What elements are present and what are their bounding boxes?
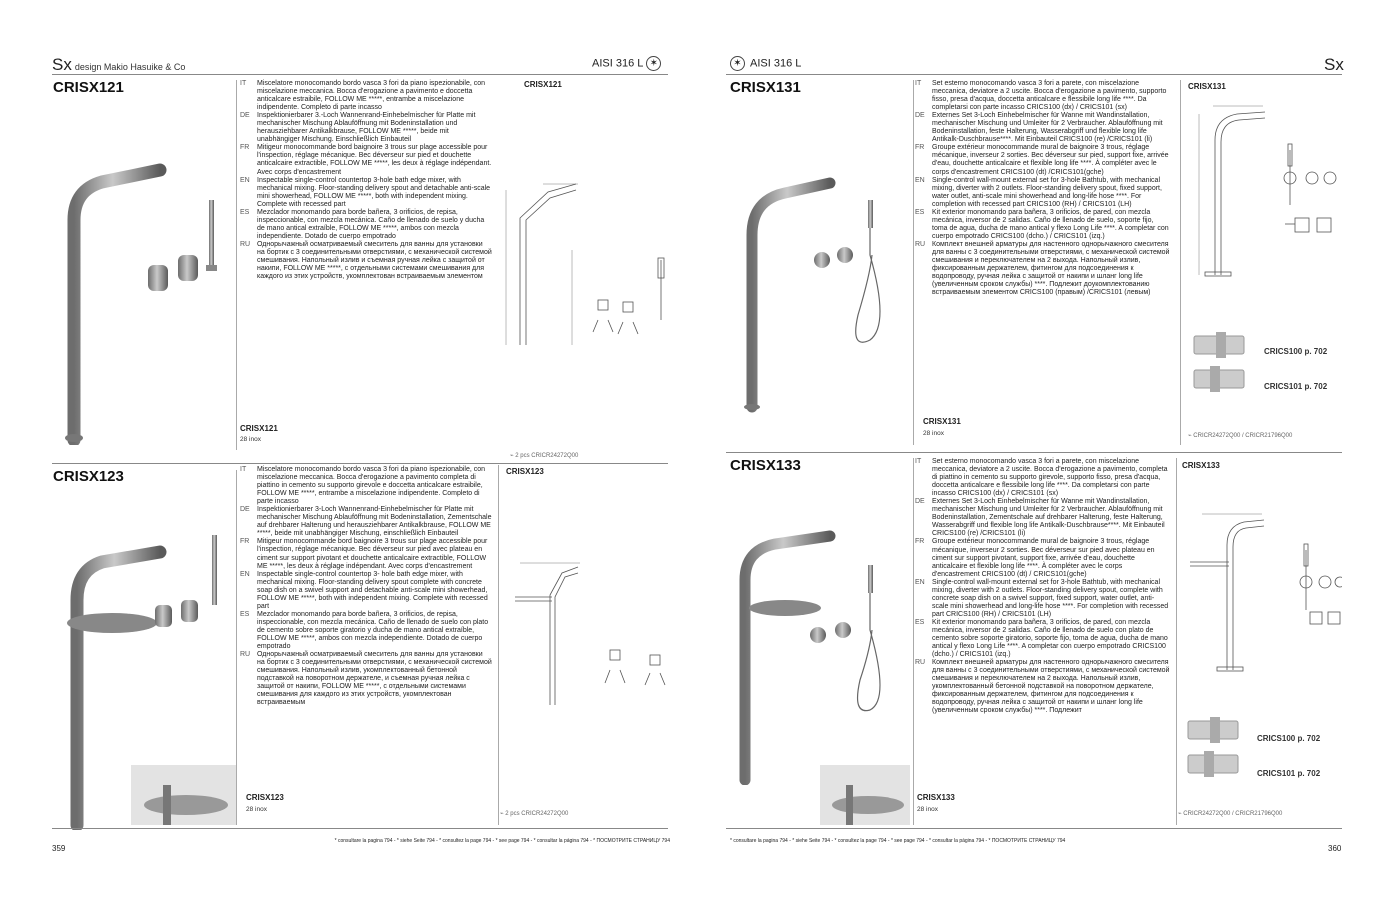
product-description	[915, 458, 1170, 716]
detail-photo	[820, 765, 910, 825]
finish-label: 28 inox	[246, 806, 267, 813]
column-divider	[913, 458, 914, 825]
column-divider	[498, 465, 499, 825]
finish-code: CRISX123	[246, 793, 284, 802]
product-photo	[730, 175, 910, 415]
header-divider	[52, 74, 668, 75]
technical-drawing	[1182, 510, 1342, 690]
desc-row: RU Комплект внешней арматуры для настенного однорычажного смесителя для ванны с 3 соединительными отверстиями, с механической системой смешивания и переключателем на 2 выхода. Напольный излив, укомплектованный бетонной подставкой на поворотном держателе, фиксированным держателем, фитингом для подсоединения к водопроводу, ручная лейка с защитой от накипи и шланг long life (увеличенным сроком службы) ****. Подлежит	[915, 659, 1170, 715]
column-divider	[1180, 80, 1181, 445]
desc-row: IT Set esterno monocomando vasca 3 fori a parete, con miscelazione meccanica, deviatore a 2 uscite. Bocca d'erogazione a pavimento, completa di piattino in cemento su supporto girevole, supporto fisso, presa d'acqua, doccetta anticalcare e flessibile long life ****. Da completarsi con parte incasso CRICS100 (dx) / CRICS101 (sx)	[915, 458, 1168, 498]
cric-label: CRICS101 p. 702	[1264, 382, 1328, 391]
desc-row: DE Externes Set 3-Loch Einhebelmischer für Wanne mit Wandinstallation, mechanischer Mischung und Umleiter für 2 Verbraucher. Ablauföffnung mit Bodeninstallation, feste Halterung, Wasserabgriff und flexible long life Antikalk-Duschbrause****. Mit Einbauteil CRICS100 (re) /CRICS101 (li)	[915, 112, 1163, 144]
finish-label: 28 inox	[917, 806, 938, 813]
drawing-code: CRISX131	[1188, 82, 1226, 91]
cric-parts-photo	[1182, 715, 1252, 780]
desc-row: FR Mitigeur monocommande bord baignoire 3 trous sur plage accessible pour l'inspection, réglage mécanique. Bec déverseur sur pied avec plateau en ciment sur support pivotant et douchette anticalcaire extractible, FOLLOW ME *****, les deux à réglage indépendant. Avec corps d'encastrement	[240, 538, 488, 570]
wrench-icon: ⌁	[500, 811, 506, 817]
wrench-icon: ⌁	[510, 453, 516, 459]
product-code: CRISX131	[730, 79, 801, 96]
product-description	[240, 80, 492, 281]
pcs-label: ⌁ 2 pcs CRICR24272Q00	[500, 811, 569, 817]
technical-drawing	[498, 170, 678, 350]
section-divider	[726, 452, 1342, 453]
desc-row: ES Mezclador monomando para borde bañera, 3 orificios, de repisa, inspeccionable, con mezcla mecánica. Caño de llenado de suelo con plato de cemento sobre soporte giratorio y ducha de mano antical extraíble, FOLLOW ME *****, ambos con mezcla independiente. Dotado de cuerpo empotrado	[240, 610, 489, 651]
desc-row: RU Комплект внешней арматуры для настенного однорычажного смесителя для ванны с 3 соединительными отверстиями, с механической системой смешивания и переключателем на 2 выхода. Напольный излив, фиксированным держателем, фитингом для подсоединения к водопроводу, ручная лейка с защитой от накипи и шланг long life (увеличенным сроком службы) ****. Подлежит доукомплектованию встраиваемым элементом CRICS100 (правым) /CRICS101 (левым)	[915, 240, 1170, 297]
desc-row: IT Set esterno monocomando vasca 3 fori a parete, con miscelazione meccanica, deviatore a 2 uscite. Bocca d'erogazione a pavimento, supporto fisso, presa d'acqua, doccetta anticalcare e flessibile long life ****. Da completarsi con parte incasso CRICS100 (dx) / CRICS101 (sx)	[915, 80, 1167, 112]
page-number: 359	[52, 844, 66, 853]
finish-code: CRISX131	[923, 417, 961, 426]
technical-drawing	[1185, 100, 1345, 295]
star-badge-icon: ✶	[730, 56, 745, 71]
section-divider	[52, 463, 668, 464]
pcs-label: ⌁ CRICR24272Q00 / CRICR21796Q00	[1178, 811, 1283, 817]
product-photo	[52, 150, 232, 445]
desc-row: EN Single-control wall-mount external set for 3-hole Bathtub, with mechanical mixing, diverter with 2 outlets. Floor-standing delivery spout, complete with concrete soap dish on a swivel support, fixed support, water outlet, anti-scale mini showerhead and long-life hose ****. For completion with recessed part CRICS100 (RH) / CRICS101 (LH)	[915, 578, 1169, 618]
desc-row: FR Groupe extérieur monocommande mural de baignoire 3 trous, réglage mécanique, inverseur 2 sorties. Bec déverseur sur pied avec plateau en ciment sur support pivotant, support fixe, arrivée d'eau, douchette anticalcaire et flexible long life ****. À compléter avec le corps d'encastrement CRICS100 (dt) / CRICS101(gche)	[915, 538, 1155, 578]
aisi-label: AISI 316 L ✶	[592, 56, 661, 71]
product-description	[240, 466, 492, 707]
desc-row: RU Однорычажный осматриваемый смеситель для ванны для установки на бортик с 3 соединительными отверстиями, с механической системой смешивания. Напольный излив и съемная ручная лейка с защитой от накипи, FOLLOW ME *****, с отдельными системами смешивания для каждого из этих устройств, укомплектован встраиваемым элементом	[240, 240, 492, 281]
product-code: CRISX121	[53, 79, 124, 96]
star-badge-icon: ✶	[646, 56, 661, 71]
footer-divider	[52, 828, 668, 829]
desc-row: IT Miscelatore monocomando bordo vasca 3 fori da piano ispezionabile, con miscelazione meccanica. Bocca d'erogazione a pavimento completa di piattino in cemento su supporto girevole e doccetta anticalcare estraibile, FOLLOW ME *****, entrambe a miscelazione indipendente. Completo di parte incasso	[240, 466, 486, 506]
cric-label: CRICS101 p. 702	[1257, 769, 1321, 778]
product-photo	[730, 530, 910, 785]
finish-label: 28 inox	[923, 430, 944, 437]
drawing-code: CRISX121	[524, 80, 562, 89]
series-logo: Sx design Makio Hasuike & Co	[52, 55, 186, 74]
desc-row: EN Single-control wall-mount external set for 3-hole Bathtub, with mechanical mixing, diverter with 2 outlets. Floor-standing delivery spout, fixed support, water outlet, anti-scale mini showerhead and long-life hose ****. For completion with recessed part CRICS100 (RH) / CRICS101 (LH)	[915, 176, 1162, 208]
product-description	[915, 80, 1170, 297]
cric-label: CRICS100 p. 702	[1264, 347, 1328, 356]
desc-row: EN Inspectable single-control countertop 3-hole bath edge mixer, with mechanical mixing. Floor-standing delivery spout and detachable anti-scale mini showerhead, FOLLOW ME *****, both with independent mixing. Complete with recessed part	[240, 176, 491, 208]
desc-row: ES Kit exterior monomando para bañera, 3 orificios, de pared, con mezcla mecánica, inversor de 2 salidas. Caño de llenado de suelo con plato de cemento sobre soporte giratorio, soporte fijo, toma de agua, ducha de mano antical y flexo Long Life ****. A completar con cuerpo empotrado CRICS100 (dcho.) / CRICS101 (izq.)	[915, 618, 1168, 659]
cric-label: CRICS100 p. 702	[1257, 734, 1321, 743]
finish-label: 28 inox	[240, 436, 261, 443]
drawing-code: CRISX123	[506, 467, 544, 476]
series-logo: Sx	[1324, 55, 1344, 74]
aisi-label: ✶ AISI 316 L	[730, 56, 801, 71]
desc-row: ES Kit exterior monomando para bañera, 3 orificios, de pared, con mezcla mecánica, inversor de 2 salidas. Caño de llenado de suelo, soporte fijo, toma de agua, ducha de mano antical y flexo Long Life ****. A completar con cuerpo empotrado CRICS100 (dcho.) / CRICS101 (izq.)	[915, 208, 1169, 240]
desc-row: DE Inspektionierbarer 3-Loch Wannenrand-Einhebelmischer für Platte mit mechanischer Mischung Ablauföffnung mit Bodeninstallation, Zementschale auf drehbarer Halterung und herausziehbarer Antikalkbrause, FOLLOW ME *****, beide mit unabhängiger Mischung, einschließlich Einbauteil	[240, 506, 492, 538]
wrench-icon: ⌁	[1188, 433, 1194, 439]
column-divider	[913, 80, 914, 445]
desc-row: IT Miscelatore monocomando bordo vasca 3 fori da piano ispezionabile, con miscelazione meccanica. Bocca d'erogazione a pavimento e doccetta anticalcare estraibile, FOLLOW ME *****, entrambe a miscelazione indipendente. Completo di parte incasso	[240, 80, 486, 112]
column-divider	[236, 80, 237, 450]
desc-row: DE Inspektionierbarer 3.-Loch Wannenrand-Einhebelmischer für Platte mit mechanischer Mischung Ablauföffnung mit Bodeninstallation und herausziehbarer Antikalkbrause, FOLLOW ME *****, beide mit unabhängiger Mischung. Einschließlich Einbauteil	[240, 112, 476, 144]
header-divider	[726, 74, 1342, 75]
wrench-icon: ⌁	[1178, 811, 1184, 817]
column-divider	[1176, 458, 1177, 825]
column-divider	[236, 470, 237, 825]
detail-photo	[131, 765, 236, 825]
footer-divider	[726, 828, 1342, 829]
footnote: * consultare la pagina 794 - * siehe Seite 794 - * consultez la page 794 - * see page 794 - * consultar la página 794 - * ПОСМОТРИТЕ СТРАНИЦУ 794	[334, 838, 670, 844]
finish-code: CRISX133	[917, 793, 955, 802]
pcs-label: ⌁ 2 pcs CRICR24272Q00	[510, 453, 579, 459]
footnote: * consultare la pagina 794 - * siehe Seite 794 - * consultez la page 794 - * see page 794 - * consultar la página 794 - * ПОСМОТРИТЕ СТРАНИЦУ 794	[730, 838, 1066, 844]
page-number: 360	[1328, 844, 1342, 853]
finish-code: CRISX121	[240, 424, 278, 433]
desc-row: DE Externes Set 3-Loch Einhebelmischer für Wanne mit Wandinstallation, mechanischer Mischung und Umleiter für 2 Verbraucher. Ablauföffnung mit Bodeninstallation, Zementschale auf drehbarer Halterung, feste Halterung, Wasserabgriff und flexible long life Antikalk-Duschbrause****. Mit Einbauteil CRICS100 (re) /CRICS101 (li)	[915, 498, 1165, 538]
product-code: CRISX133	[730, 457, 801, 474]
technical-drawing	[500, 555, 680, 715]
desc-row: ES Mezclador monomando para borde bañera, 3 orificios, de repisa, inspeccionable, con mezcla mecánica. Caño de llenado de suelo y ducha de mano antical extraíble, FOLLOW ME *****, ambos con mezcla independiente. Dotado de cuerpo empotrado	[240, 208, 485, 240]
cric-parts-photo	[1188, 330, 1258, 395]
desc-row: FR Groupe extérieur monocommande mural de baignoire 3 trous, réglage mécanique, inverseur 2 sorties. Bec déverseur sur pied, support fixe, arrivée d'eau, douchette anticalcaire et flexible long life ****. À compléter avec le corps d'encastrement CRICS100 (dt) /CRICS101(gche)	[915, 144, 1169, 176]
desc-row: FR Mitigeur monocommande bord baignoire 3 trous sur plage accessible pour l'inspection, réglage mécanique. Bec déverseur sur pied et douchette anticalcaire extractible, FOLLOW ME *****, les deux à réglage indépendant. Avec corps d'encastrement	[240, 144, 492, 176]
product-code: CRISX123	[53, 468, 124, 485]
drawing-code: CRISX133	[1182, 461, 1220, 470]
pcs-label: ⌁ CRICR24272Q00 / CRICR21796Q00	[1188, 433, 1293, 439]
desc-row: RU Однорычажный осматриваемый смеситель для ванны для установки на бортик с 3 соединительными отверстиями, с механической системой смешивания. Напольный излив, укомплектованный бетонной подставкой на поворотном держателе, и съемная ручная лейка с защитой от накипи, FOLLOW ME *****, с отдельными системами смешивания для каждого из этих устройств, укомплектован встраиваемым	[240, 651, 492, 707]
desc-row: EN Inspectable single-control countertop 3- hole bath edge mixer, with mechanical mixing. Floor-standing delivery spout complete with concrete soap dish on a swivel support and detachable anti-scale mini showerhead, FOLLOW ME *****, both with independent mixing. Complete with recessed part	[240, 570, 488, 610]
